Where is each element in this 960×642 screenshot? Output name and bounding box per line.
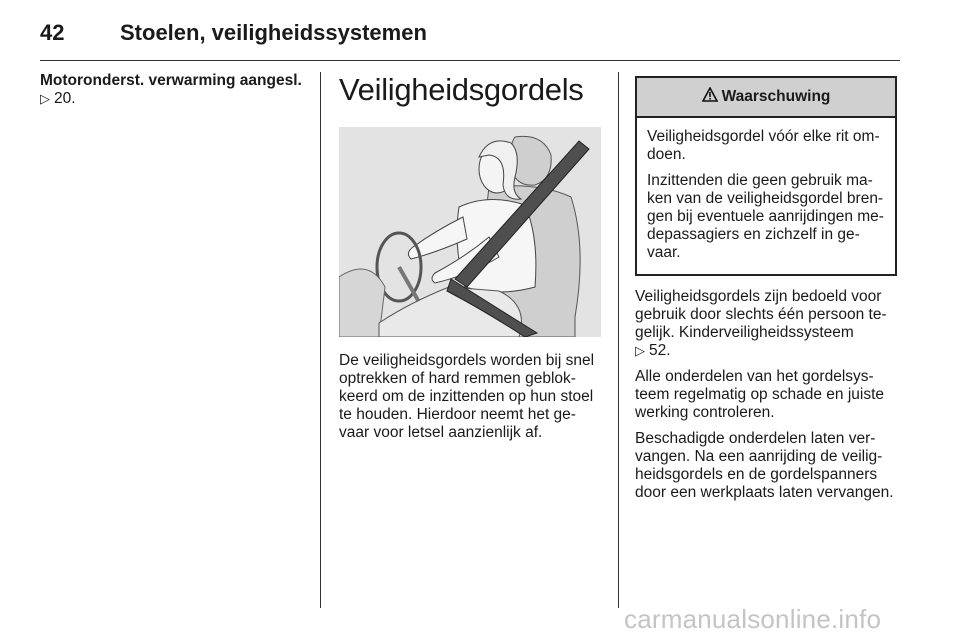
warning-line: doen. — [647, 146, 686, 163]
warning-line: vaar. — [647, 244, 681, 261]
column-divider-left — [320, 72, 321, 608]
info-line: Alle onderdelen van het gordelsys- — [635, 368, 874, 385]
child-seat-reference[interactable] — [635, 342, 900, 360]
warning-line: gen bij eventuele aanrijdingen me- — [647, 208, 884, 225]
caption-line: De veiligheidsgordels worden bij snel — [339, 352, 595, 369]
warning-line: depassagiers en zichzelf in ge- — [647, 226, 860, 243]
watermark: carmanualsonline.info — [624, 604, 882, 634]
info-line: gebruik door slechts één persoon te- — [635, 306, 887, 323]
left-column — [40, 72, 302, 108]
right-column — [635, 72, 900, 510]
seatbelt-illustration — [339, 127, 601, 337]
header-divider — [40, 60, 900, 61]
page-number: 42 — [40, 20, 65, 45]
info-line: gelijk. Kinderveiligheidssysteem — [635, 324, 854, 341]
heater-heading: Motoronderst. verwarming aangesl. — [40, 72, 302, 89]
page-header — [40, 14, 900, 54]
warning-line: Inzittenden die geen gebruik ma- — [647, 172, 873, 189]
caption-line: keerd om de inzittenden op hun stoel — [339, 388, 594, 405]
warning-line: ken van de veiligheidsgordel bren- — [647, 190, 884, 207]
section-title: Veiligheidsgordels — [339, 72, 584, 107]
seatbelt-info-text — [635, 288, 900, 502]
caption-line: optrekken of hard remmen geblok- — [339, 370, 576, 387]
warning-paragraph-2 — [647, 172, 885, 262]
info-line: Beschadigde onderdelen laten ver- — [635, 430, 876, 447]
middle-column — [339, 72, 601, 442]
info-paragraph-3 — [635, 430, 900, 502]
info-line: werking controleren. — [635, 404, 775, 421]
warning-box — [635, 76, 897, 276]
caption-line: te houden. Hierdoor neemt het ge- — [339, 406, 576, 423]
chapter-title: Stoelen, veiligheidssystemen — [120, 20, 427, 45]
column-divider-right — [618, 72, 619, 608]
warning-triangle-icon — [702, 87, 718, 107]
heater-ref-page: 20. — [54, 90, 76, 107]
info-line: door een werkplaats laten vervangen. — [635, 484, 894, 501]
warning-paragraph-1 — [647, 128, 885, 164]
warning-title: Waarschuwing — [721, 88, 831, 105]
info-line: heidsgordels en de gordelspanners — [635, 466, 878, 483]
warning-line: Veiligheidsgordel vóór elke rit om- — [647, 128, 880, 145]
info-line: teem regelmatig op schade en juiste — [635, 386, 885, 403]
info-paragraph-2 — [635, 368, 900, 422]
info-line: Veiligheidsgordels zijn bedoeld voor — [635, 288, 882, 305]
caption-line: vaar voor letsel aanzienlijk af. — [339, 424, 543, 441]
page-ref-arrow-icon: ▷ — [40, 91, 50, 106]
info-line: vangen. Na een aanrijding de veilig- — [635, 448, 883, 465]
child-seat-ref-page: 52. — [649, 342, 671, 359]
heater-reference[interactable] — [40, 90, 302, 108]
info-paragraph-1 — [635, 288, 900, 360]
warning-body — [637, 118, 895, 274]
page-ref-arrow-icon: ▷ — [635, 343, 645, 358]
seatbelt-description — [339, 352, 601, 442]
driver-with-seatbelt-drawing — [339, 127, 601, 337]
warning-header — [637, 78, 895, 118]
